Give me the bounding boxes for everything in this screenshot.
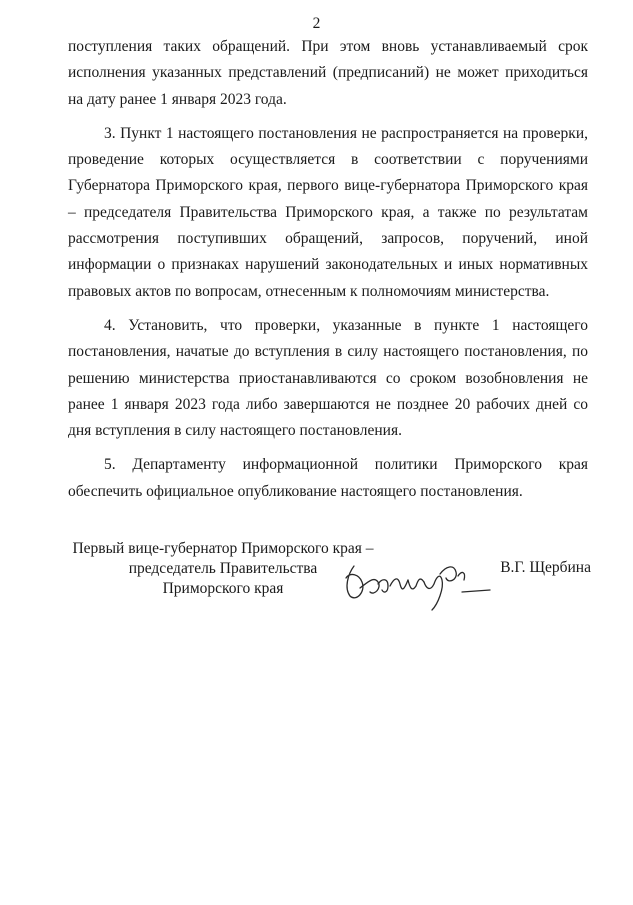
signatory-title-line-3: Приморского края: [162, 580, 284, 597]
paragraph-3: 3. Пункт 1 настоящего постановления не распространяется на проверки, проведение которых осуществляется в соответствии с поручениями Губернатора Приморского края, первого вице-губернатора Приморского края – председателя Правительства Приморского края, а также по результатам рассмотрения поступивших обращений, запросов, поручений, иной информации о признаках нарушений законодательных и иных нормативных правовых актов по вопросам, отнесенным к полномочиям министерства.: [68, 124, 588, 300]
signatory-title-line-1: Первый вице-губернатор Приморского края –: [72, 540, 374, 557]
signatory-name: В.Г. Щербина: [500, 559, 591, 576]
handwritten-signature: [340, 552, 492, 614]
page-number: 2: [312, 15, 321, 32]
document-body: [68, 34, 588, 505]
signatory-title-line-2: председатель Правительства: [128, 560, 318, 577]
paragraph-continuation: поступления таких обращений. При этом вновь устанавливаемый срок исполнения указанных представлений (предписаний) не может приходиться на дату ранее 1 января 2023 года.: [68, 38, 588, 108]
signatory-title: [58, 539, 388, 599]
paragraph-5: 5. Департаменту информационной политики Приморского края обеспечить официальное опубликование настоящего постановления.: [68, 456, 588, 500]
paragraph-4: 4. Установить, что проверки, указанные в пункте 1 настоящего постановления, начатые до вступления в силу настоящего постановления, по решению министерства приостанавливаются со сроком возобновления не ранее 1 января 2023 года либо завершаются не позднее 20 рабочих дней со дня вступления в силу настоящего постановления.: [68, 316, 588, 440]
